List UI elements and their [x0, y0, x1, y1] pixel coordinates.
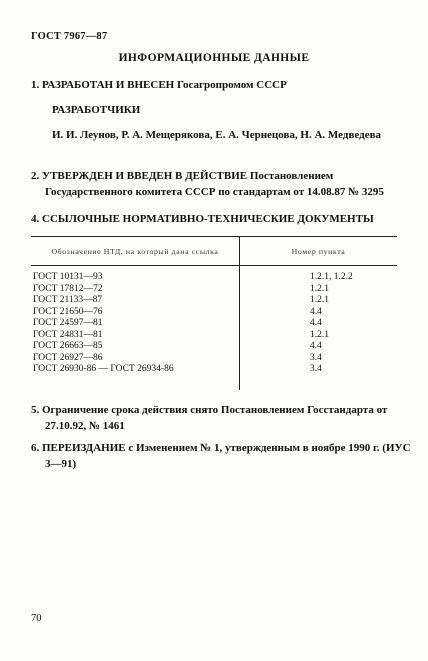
table-row	[31, 295, 397, 307]
row-document: ГОСТ 21133—87	[31, 295, 240, 307]
row-item: 4.4	[310, 306, 322, 317]
row-item: 4.4	[310, 341, 322, 351]
table-row	[31, 341, 397, 353]
section-6	[31, 440, 415, 472]
row-item: 1.2.1	[310, 329, 329, 340]
row-document: ГОСТ 17812—72	[31, 284, 240, 296]
section-2	[31, 168, 415, 200]
section-6-text: 6. ПЕРЕИЗДАНИЕ с Изменением № 1, утвержденным в ноябре 1990 г. (ИУС 3—91)	[31, 442, 411, 470]
column-header-document: Обозначение НТД, на который дана ссылка	[31, 237, 240, 266]
row-item: 3.4	[310, 352, 322, 363]
page-title: ИНФОРМАЦИОННЫЕ ДАННЫЕ	[118, 52, 310, 64]
table-row	[31, 284, 397, 296]
row-document: ГОСТ 10131—93	[31, 266, 240, 284]
column-header-item: Номер пункта	[240, 237, 398, 266]
table-row	[31, 266, 397, 284]
table-row	[31, 353, 397, 365]
row-item: 4.4	[310, 318, 322, 328]
document-code: ГОСТ 7967—87	[31, 31, 108, 42]
row-document: ГОСТ 26663—85	[31, 341, 240, 353]
table-row	[31, 330, 397, 342]
developers-heading: РАЗРАБОТЧИКИ	[52, 104, 141, 116]
section-1	[31, 77, 401, 93]
section-5	[31, 402, 415, 434]
developers-names: И. И. Леунов, Р. А. Мещерякова, Е. А. Чернецова, Н. А. Медведева	[52, 129, 382, 141]
row-item: 1.2.1	[310, 295, 329, 305]
section-2-text: Постановлением Государственного комитета СССР по стандартам от 14.08.87 № 3295	[45, 170, 384, 198]
section-2-heading: 2. УТВЕРЖДЕН И ВВЕДЕН В ДЕЙСТВИЕ	[31, 170, 248, 182]
row-document: ГОСТ 24597—81	[31, 318, 240, 330]
section-4-heading: 4. ССЫЛОЧНЫЕ НОРМАТИВНО-ТЕХНИЧЕСКИЕ ДОКУМЕНТЫ	[31, 213, 374, 225]
table-header-row	[31, 237, 397, 266]
section-1-text: Госагропромом СССР	[176, 79, 287, 91]
table-row	[31, 364, 397, 390]
table-row	[31, 307, 397, 319]
table-row	[31, 318, 397, 330]
section-1-heading: 1. РАЗРАБОТАН И ВНЕСЕН	[31, 79, 175, 91]
section-5-text: 5. Ограничение срока действия снято Постановлением Госстандарта от 27.10.92, № 1461	[31, 404, 388, 432]
page-number: 70	[31, 613, 42, 624]
section-4	[31, 211, 401, 227]
row-item: 1.2.1	[310, 283, 329, 294]
row-item: 3.4	[310, 364, 322, 374]
row-document: ГОСТ 26927—86	[31, 353, 240, 365]
row-document: ГОСТ 26930-86 — ГОСТ 26934-86	[31, 364, 240, 390]
row-document: ГОСТ 24831—81	[31, 330, 240, 342]
row-document: ГОСТ 21650—76	[31, 307, 240, 319]
references-table	[31, 236, 397, 390]
row-item: 1.2.1, 1.2.2	[310, 272, 353, 282]
